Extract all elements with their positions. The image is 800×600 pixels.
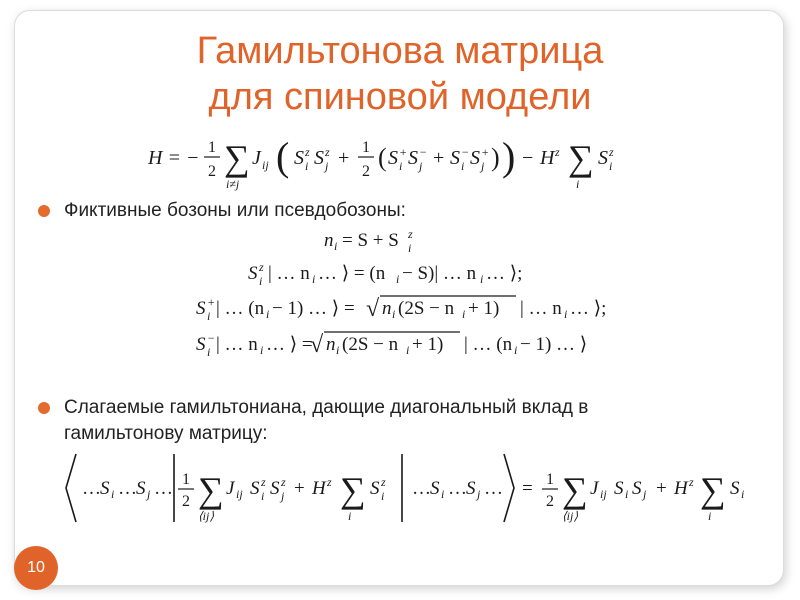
svg-text:S: S	[470, 147, 480, 169]
svg-text:j: j	[281, 489, 285, 503]
svg-text:+: +	[294, 478, 305, 499]
svg-text:+ 1): + 1)	[468, 298, 500, 319]
svg-text:S: S	[196, 334, 206, 355]
svg-text:√: √	[366, 296, 380, 322]
svg-text:i: i	[741, 487, 745, 501]
svg-text:i: i	[261, 489, 265, 503]
svg-text:z: z	[555, 145, 560, 159]
slide-title-line-2: для спиновой модели	[208, 76, 592, 118]
svg-text:1: 1	[546, 471, 554, 488]
svg-text:i: i	[348, 509, 352, 523]
svg-text:j: j	[325, 159, 329, 173]
svg-text:…: …	[154, 478, 173, 499]
svg-text:j: j	[147, 487, 151, 501]
svg-text:∑: ∑	[224, 138, 250, 178]
svg-text:z: z	[325, 145, 330, 159]
svg-text:1: 1	[362, 139, 370, 156]
svg-text:S: S	[196, 298, 206, 319]
svg-text:z: z	[327, 475, 332, 489]
svg-text:i: i	[399, 159, 403, 173]
svg-text:−: −	[419, 145, 428, 159]
svg-text:j: j	[477, 487, 481, 501]
svg-text:i: i	[259, 274, 263, 288]
svg-text:| … (n: | … (n	[216, 298, 265, 319]
svg-text:…: …	[484, 478, 503, 499]
svg-text:… ⟩;: … ⟩;	[486, 263, 523, 284]
equation-n-i	[324, 227, 413, 255]
svg-text:+ 1): + 1)	[412, 334, 444, 355]
svg-text:∑: ∑	[198, 470, 224, 510]
equation-s-plus	[196, 295, 606, 323]
svg-text:S: S	[632, 478, 642, 499]
svg-text:j: j	[481, 159, 485, 173]
svg-text:z: z	[259, 260, 264, 274]
svg-text:i: i	[336, 343, 340, 357]
svg-text:S: S	[248, 263, 258, 284]
svg-text:…: …	[118, 478, 137, 499]
svg-text:i: i	[406, 343, 410, 357]
svg-text:H: H	[674, 478, 688, 499]
svg-text:): )	[502, 134, 516, 179]
svg-text:i: i	[392, 307, 396, 321]
svg-text:H: H	[312, 478, 326, 499]
bullet-text: Фиктивные бозоны или псевдобозоны:	[64, 200, 406, 221]
svg-text:i: i	[462, 307, 466, 321]
svg-text:| … n: | … n	[268, 263, 310, 284]
svg-text:z: z	[689, 475, 694, 489]
svg-text:2: 2	[182, 493, 190, 510]
svg-text:√: √	[310, 332, 324, 358]
svg-text:i: i	[461, 159, 465, 173]
bullet-text: Слагаемые гамильтониана, дающие диагональный вклад в гамильтонову матрицу:	[64, 397, 589, 444]
svg-text:n: n	[326, 334, 336, 355]
svg-text:S: S	[370, 478, 380, 499]
svg-text:ij: ij	[236, 487, 243, 501]
svg-text:i: i	[480, 272, 484, 286]
svg-text:− S)| … n: − S)| … n	[402, 263, 477, 284]
svg-text:i: i	[111, 487, 115, 501]
svg-text:S: S	[250, 478, 260, 499]
svg-text:z: z	[305, 145, 310, 159]
svg-text:i: i	[625, 487, 629, 501]
equation-s-minus	[196, 331, 587, 359]
svg-text:= S + S: = S + S	[342, 230, 399, 251]
svg-text:+: +	[207, 295, 216, 309]
svg-text:S: S	[730, 478, 740, 499]
svg-text:| … (n: | … (n	[464, 334, 513, 355]
svg-text:i: i	[305, 159, 309, 173]
svg-text:+: +	[656, 478, 667, 499]
svg-text:− 1) … ⟩ =: − 1) … ⟩ =	[272, 298, 355, 319]
svg-text:i: i	[334, 239, 338, 253]
svg-text:S: S	[430, 478, 440, 499]
svg-text:−: −	[207, 331, 216, 345]
svg-text:ij: ij	[600, 487, 607, 501]
svg-text:−: −	[522, 147, 534, 169]
page-number-badge: 10	[14, 546, 58, 590]
svg-text:S: S	[408, 147, 418, 169]
svg-text:i: i	[408, 241, 412, 255]
svg-text:⟨ij⟩: ⟨ij⟩	[562, 509, 579, 523]
svg-text:∑: ∑	[700, 470, 726, 510]
svg-text:j: j	[643, 487, 647, 501]
svg-text:z: z	[408, 227, 413, 241]
svg-text:i: i	[266, 307, 270, 321]
svg-text:i: i	[441, 487, 445, 501]
svg-text:J: J	[252, 147, 261, 169]
svg-text:2: 2	[362, 163, 370, 180]
svg-text:H = −: H = −	[148, 147, 200, 169]
svg-text:i: i	[609, 159, 613, 173]
svg-text:2: 2	[208, 163, 216, 180]
svg-text:+: +	[433, 147, 445, 169]
svg-text:(2S − n: (2S − n	[398, 298, 455, 319]
svg-text:∑: ∑	[340, 470, 366, 510]
svg-text:=: =	[522, 478, 533, 499]
svg-text:…: …	[82, 478, 101, 499]
svg-text:z: z	[281, 475, 286, 489]
svg-text:J: J	[590, 478, 599, 499]
svg-text:+: +	[399, 145, 408, 159]
svg-text:i: i	[564, 307, 568, 321]
svg-text:i: i	[260, 343, 264, 357]
svg-text:z: z	[609, 145, 614, 159]
svg-text:S: S	[614, 478, 624, 499]
svg-text:| … n: | … n	[216, 334, 258, 355]
svg-text:i: i	[514, 343, 518, 357]
equation-sz	[248, 260, 522, 288]
svg-text:ij: ij	[262, 158, 269, 172]
svg-text:): )	[491, 143, 500, 172]
svg-text:⟨ij⟩: ⟨ij⟩	[198, 509, 215, 523]
svg-text:+: +	[481, 145, 490, 159]
svg-text:z: z	[381, 475, 386, 489]
svg-text:j: j	[419, 159, 423, 173]
svg-text:− 1) … ⟩: − 1) … ⟩	[520, 334, 588, 355]
svg-text:i≠j: i≠j	[226, 177, 240, 191]
svg-text:∑: ∑	[568, 138, 594, 178]
svg-text:n: n	[324, 230, 334, 251]
svg-text:i: i	[396, 272, 400, 286]
svg-text:1: 1	[208, 139, 216, 156]
svg-text:H: H	[540, 147, 555, 169]
svg-text:i: i	[708, 509, 712, 523]
svg-text:S: S	[466, 478, 476, 499]
svg-text:S: S	[294, 147, 304, 169]
svg-text:i: i	[381, 489, 385, 503]
svg-text:… ⟩ = (n: … ⟩ = (n	[318, 263, 386, 284]
svg-text:S: S	[270, 478, 280, 499]
svg-text:(: (	[378, 143, 387, 172]
svg-text:(2S − n: (2S − n	[342, 334, 399, 355]
svg-text:−: −	[461, 145, 470, 159]
svg-text:2: 2	[546, 493, 554, 510]
svg-text:S: S	[136, 478, 146, 499]
svg-text:n: n	[382, 298, 392, 319]
svg-text:i: i	[207, 345, 211, 359]
bullet-dot	[38, 402, 50, 414]
svg-text:(: (	[276, 134, 290, 179]
svg-text:i: i	[207, 309, 211, 323]
svg-text:…: …	[448, 478, 467, 499]
svg-text:J: J	[226, 478, 235, 499]
svg-text:| … n: | … n	[520, 298, 562, 319]
svg-text:∑: ∑	[562, 470, 588, 510]
slide-title-line-1: Гамильтонова матрица	[196, 30, 604, 72]
bullet-dot	[38, 205, 50, 217]
svg-text:+: +	[338, 147, 350, 169]
svg-text:S: S	[100, 478, 110, 499]
svg-text:S: S	[314, 147, 324, 169]
hamiltonian-equation	[148, 124, 648, 194]
svg-text:S: S	[450, 147, 460, 169]
diagonal-equation	[60, 448, 760, 538]
svg-text:i: i	[312, 272, 316, 286]
svg-text:… ⟩;: … ⟩;	[570, 298, 607, 319]
svg-text:z: z	[261, 475, 266, 489]
pseudoboson-equations	[190, 226, 630, 366]
svg-text:S: S	[388, 147, 398, 169]
svg-text:S: S	[598, 147, 608, 169]
svg-text:… ⟩ =: … ⟩ =	[266, 334, 313, 355]
svg-text:i: i	[576, 177, 580, 191]
svg-text:…: …	[412, 478, 431, 499]
svg-text:1: 1	[182, 471, 190, 488]
